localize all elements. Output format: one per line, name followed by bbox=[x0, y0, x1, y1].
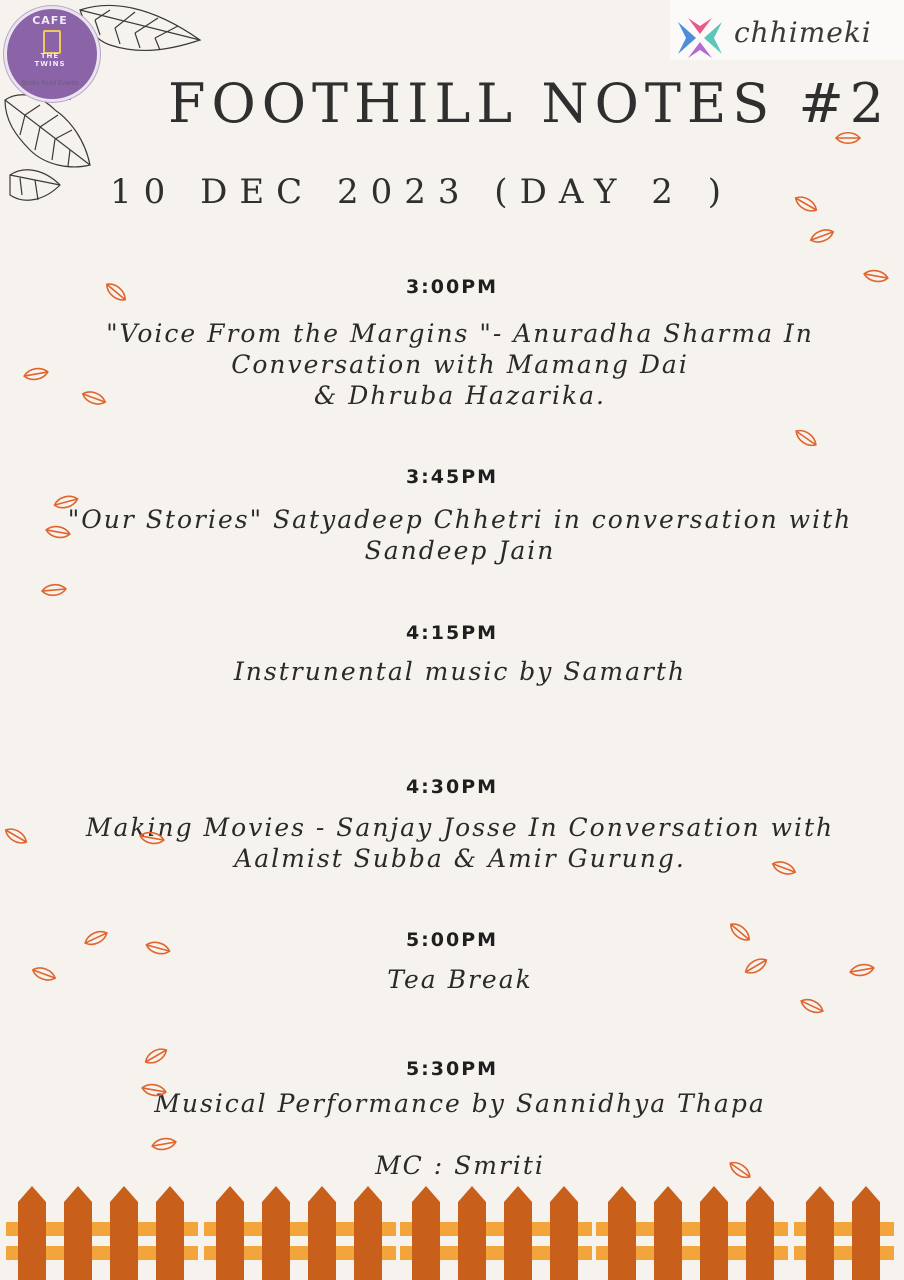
fence-picket bbox=[412, 1186, 440, 1280]
fence-picket bbox=[216, 1186, 244, 1280]
fence-picket bbox=[852, 1186, 880, 1280]
description-line: Conversation with Mamang Dai bbox=[231, 350, 689, 379]
fence-picket bbox=[746, 1186, 774, 1280]
leaf-icon bbox=[793, 193, 819, 214]
leaf-icon bbox=[799, 996, 825, 1016]
description-line: "Voice From the Margins "- Anuradha Sharma In bbox=[106, 319, 814, 348]
description-line: Making Movies - Sanjay Josse In Conversation with bbox=[85, 813, 835, 842]
schedule-time: 3:45PM bbox=[405, 466, 499, 488]
picket-fence-illustration bbox=[0, 1180, 904, 1280]
description-line: Tea Break bbox=[387, 965, 533, 994]
description-line: Instrunental music by Samarth bbox=[233, 657, 687, 686]
leaf-icon bbox=[81, 389, 107, 407]
leaf-icon bbox=[31, 965, 57, 983]
leaf-icon bbox=[45, 525, 70, 540]
leaf-icon bbox=[743, 955, 769, 976]
fence-picket bbox=[18, 1186, 46, 1280]
leaf-icon bbox=[727, 920, 752, 943]
logo-text-bottom: Books Food Events bbox=[21, 80, 79, 87]
page-title: FOOTHILL NOTES #2 bbox=[168, 72, 891, 135]
schedule-time: 4:15PM bbox=[405, 622, 499, 644]
schedule-time: 3:00PM bbox=[405, 276, 499, 298]
fence-picket bbox=[806, 1186, 834, 1280]
brand-name: chhimeki bbox=[734, 16, 872, 49]
fence-picket bbox=[64, 1186, 92, 1280]
leaf-icon bbox=[23, 367, 48, 382]
leaf-icon bbox=[42, 584, 67, 597]
leaf-icon bbox=[727, 1159, 753, 1181]
fence-picket bbox=[700, 1186, 728, 1280]
event-date: 10 DEC 2023 (DAY 2 ) bbox=[110, 172, 733, 212]
logo-text-top: CAFE bbox=[32, 14, 68, 27]
mc-credit: MC : Smriti bbox=[375, 1151, 545, 1180]
fence-picket bbox=[458, 1186, 486, 1280]
description-line: "Our Stories" Satyadeep Chhetri in conversation with bbox=[67, 505, 853, 534]
logo-text-mid: THE TWINS bbox=[34, 52, 66, 68]
description-line: & Dhruba Hazarika. bbox=[314, 381, 606, 410]
fence-picket bbox=[354, 1186, 382, 1280]
leaf-icon bbox=[141, 1083, 166, 1098]
description-line: Musical Performance by Sannidhya Thapa bbox=[154, 1089, 766, 1118]
leaf-icon bbox=[103, 280, 128, 303]
schedule-time: 5:00PM bbox=[405, 929, 499, 951]
fence-picket bbox=[608, 1186, 636, 1280]
description-line: Aalmist Subba & Amir Gurung. bbox=[234, 844, 686, 873]
leaf-icon bbox=[145, 940, 171, 956]
fence-picket bbox=[504, 1186, 532, 1280]
leaf-icon bbox=[809, 227, 835, 245]
leaf-icon bbox=[151, 1137, 176, 1152]
fence-picket bbox=[262, 1186, 290, 1280]
leaf-icon bbox=[849, 963, 874, 978]
leaf-icon bbox=[793, 427, 819, 449]
schedule-time: 5:30PM bbox=[405, 1058, 499, 1080]
leaf-icon bbox=[83, 928, 109, 948]
leaf-icon bbox=[143, 1045, 169, 1066]
fence-picket bbox=[308, 1186, 336, 1280]
leaf-icon bbox=[771, 859, 797, 877]
leaf-icon bbox=[836, 133, 860, 144]
schedule-time: 4:30PM bbox=[405, 776, 499, 798]
leaf-icon bbox=[863, 269, 888, 284]
leaf-icon bbox=[53, 494, 79, 510]
description-line: Sandeep Jain bbox=[364, 536, 556, 565]
fence-picket bbox=[156, 1186, 184, 1280]
leaf-icon bbox=[3, 825, 29, 846]
leaf-icon bbox=[139, 831, 164, 846]
fence-picket bbox=[654, 1186, 682, 1280]
fence-picket bbox=[110, 1186, 138, 1280]
fence-picket bbox=[550, 1186, 578, 1280]
